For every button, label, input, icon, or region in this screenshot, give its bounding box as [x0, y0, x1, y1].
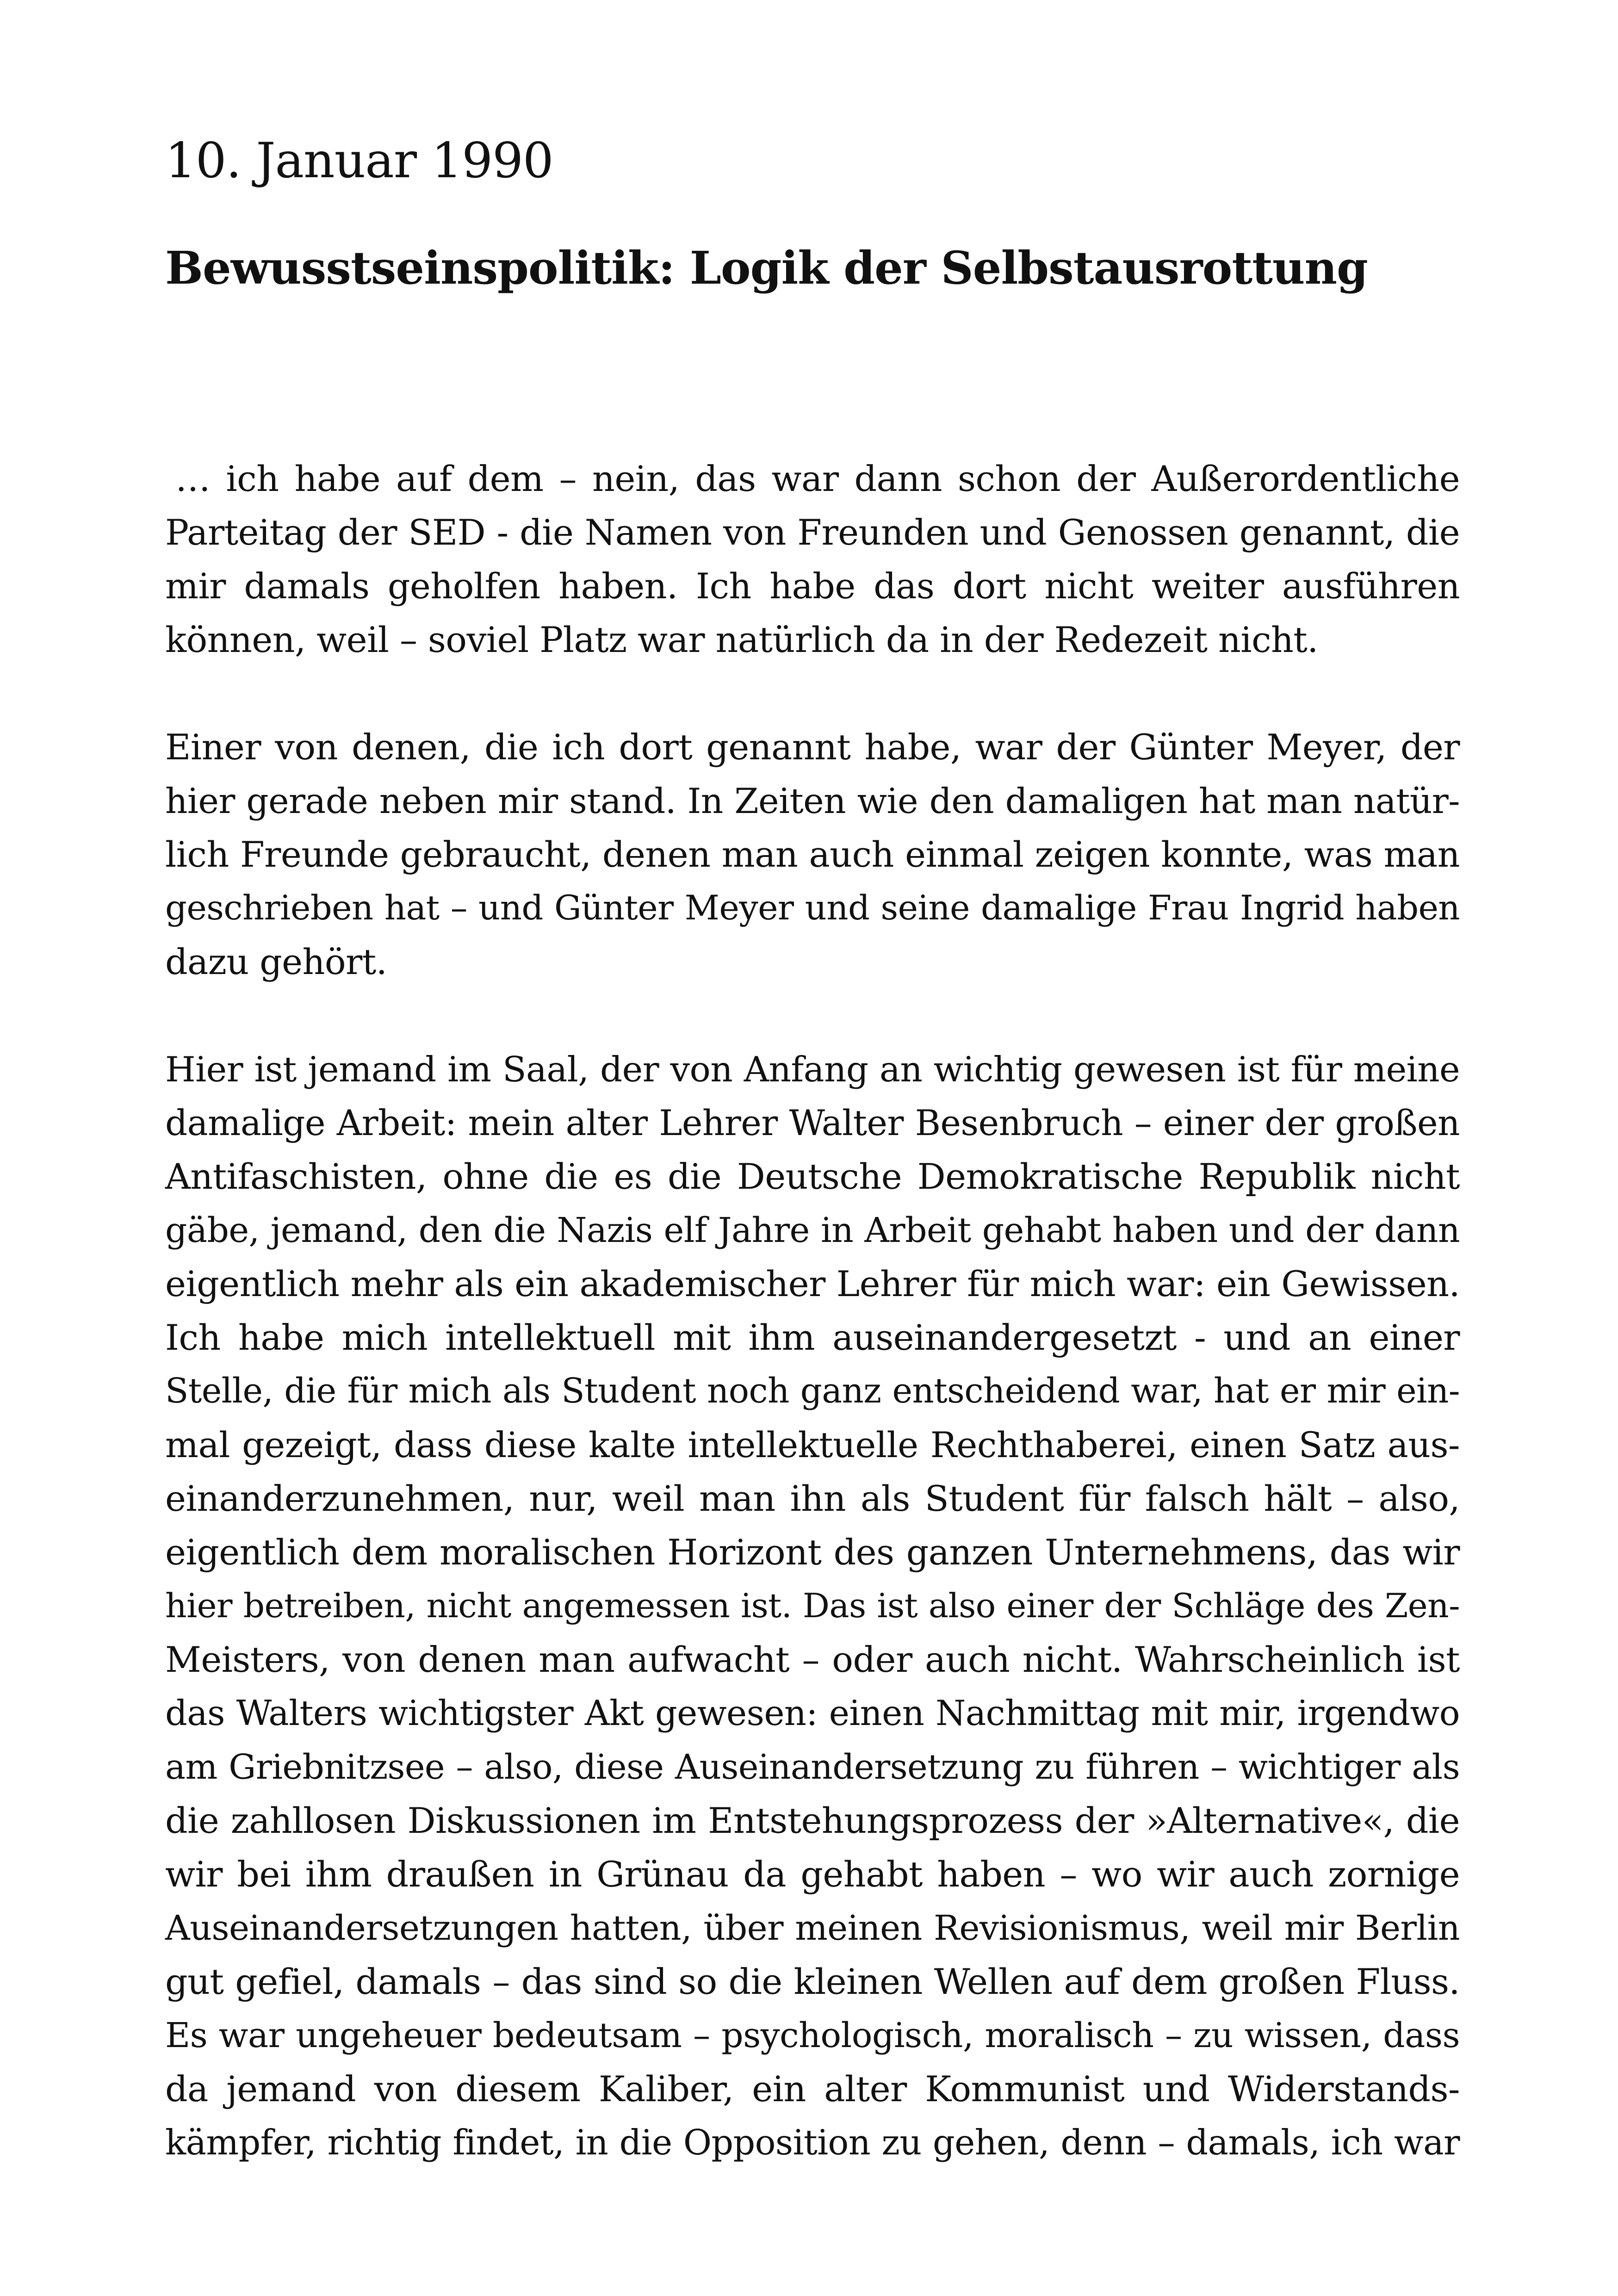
text-line: können, weil – soviel Platz war natürlich da in der Redezeit nicht.: [165, 619, 1318, 661]
text-line: das Walters wichtigster Akt gewesen: einen Nachmittag mit mir, irgendwo: [165, 1693, 1460, 1734]
text-line: dazu gehört.: [165, 941, 387, 983]
text-line: am Griebnitzsee – also, diese Auseinandersetzung zu führen – wichtiger als: [165, 1747, 1460, 1787]
paragraph-2: [165, 720, 1460, 989]
document-body: [165, 452, 1460, 2170]
text-line: die zahllosen Diskussionen im Entstehungsprozess der »Alternative«, die: [165, 1800, 1460, 1842]
document-date: 10. Januar 1990: [165, 132, 553, 189]
text-line: eigentlich mehr als ein akademischer Lehrer für mich war: ein Gewissen.: [165, 1263, 1460, 1305]
text-line: Einer von denen, die ich dort genannt habe, war der Günter Meyer, der: [165, 726, 1460, 768]
document-title: Bewusstseinspolitik: Logik der Selbstausrottung: [165, 241, 1368, 294]
text-line: hier betreiben, nicht angemessen ist. Das ist also einer der Schläge des Zen-: [165, 1587, 1460, 1626]
text-line: Parteitag der SED - die Namen von Freunden und Genossen genannt, die: [165, 512, 1460, 553]
paragraph-3: [165, 1043, 1460, 2170]
text-line: Meisters, von denen man aufwacht – oder auch nicht. Wahrscheinlich ist: [165, 1639, 1460, 1681]
text-line: damalige Arbeit: mein alter Lehrer Walter Besenbruch – einer der großen: [165, 1103, 1460, 1144]
text-line: wir bei ihm draußen in Grünau da gehabt haben – wo wir auch zornige: [165, 1854, 1460, 1895]
text-line: Es war ungeheuer bedeutsam – psychologisch, moralisch – zu wissen, dass: [165, 2015, 1460, 2056]
text-line: gut gefiel, damals – das sind so die kleinen Wellen auf dem großen Fluss.: [165, 1961, 1460, 2003]
text-line: einanderzunehmen, nur, weil man ihn als Student für falsch hält – also,: [165, 1478, 1460, 1520]
text-line: mir damals geholfen haben. Ich habe das dort nicht weiter ausführen: [165, 565, 1460, 607]
text-line: Stelle, die für mich als Student noch ganz entscheidend war, hat er mir ein-: [165, 1371, 1460, 1411]
text-line: eigentlich dem moralischen Horizont des ganzen Unternehmens, das wir: [165, 1532, 1460, 1573]
text-line: Antifaschisten, ohne die es die Deutsche Demokratische Republik nicht: [165, 1156, 1460, 1198]
paragraph-1: [165, 452, 1460, 667]
text-line: Hier ist jemand im Saal, der von Anfang an wichtig gewesen ist für meine: [165, 1049, 1460, 1090]
text-line: da jemand von diesem Kaliber, ein alter Kommunist und Widerstands-: [165, 2068, 1460, 2110]
text-line: mal gezeigt, dass diese kalte intellektuelle Rechthaberei, einen Satz aus-: [165, 1424, 1460, 1466]
document-page: [165, 134, 1460, 2223]
text-line: kämpfer, richtig findet, in die Opposition zu gehen, denn – damals, ich war: [165, 2122, 1460, 2163]
text-line: lich Freunde gebraucht, denen man auch einmal zeigen konnte, was man: [165, 834, 1460, 875]
text-line: geschrieben hat – und Günter Meyer und seine damalige Frau Ingrid haben: [165, 888, 1460, 928]
text-line: Auseinandersetzungen hatten, über meinen Revisionismus, weil mir Berlin: [165, 1908, 1460, 1948]
text-line: hier gerade neben mir stand. In Zeiten wie den damaligen hat man natür-: [165, 781, 1460, 822]
text-line: Ich habe mich intellektuell mit ihm auseinandergesetzt - und an einer: [165, 1317, 1460, 1359]
text-line: gäbe, jemand, den die Nazis elf Jahre in Arbeit gehabt haben und der dann: [165, 1210, 1460, 1251]
text-line: … ich habe auf dem – nein, das war dann schon der Außerordentliche: [175, 458, 1460, 500]
